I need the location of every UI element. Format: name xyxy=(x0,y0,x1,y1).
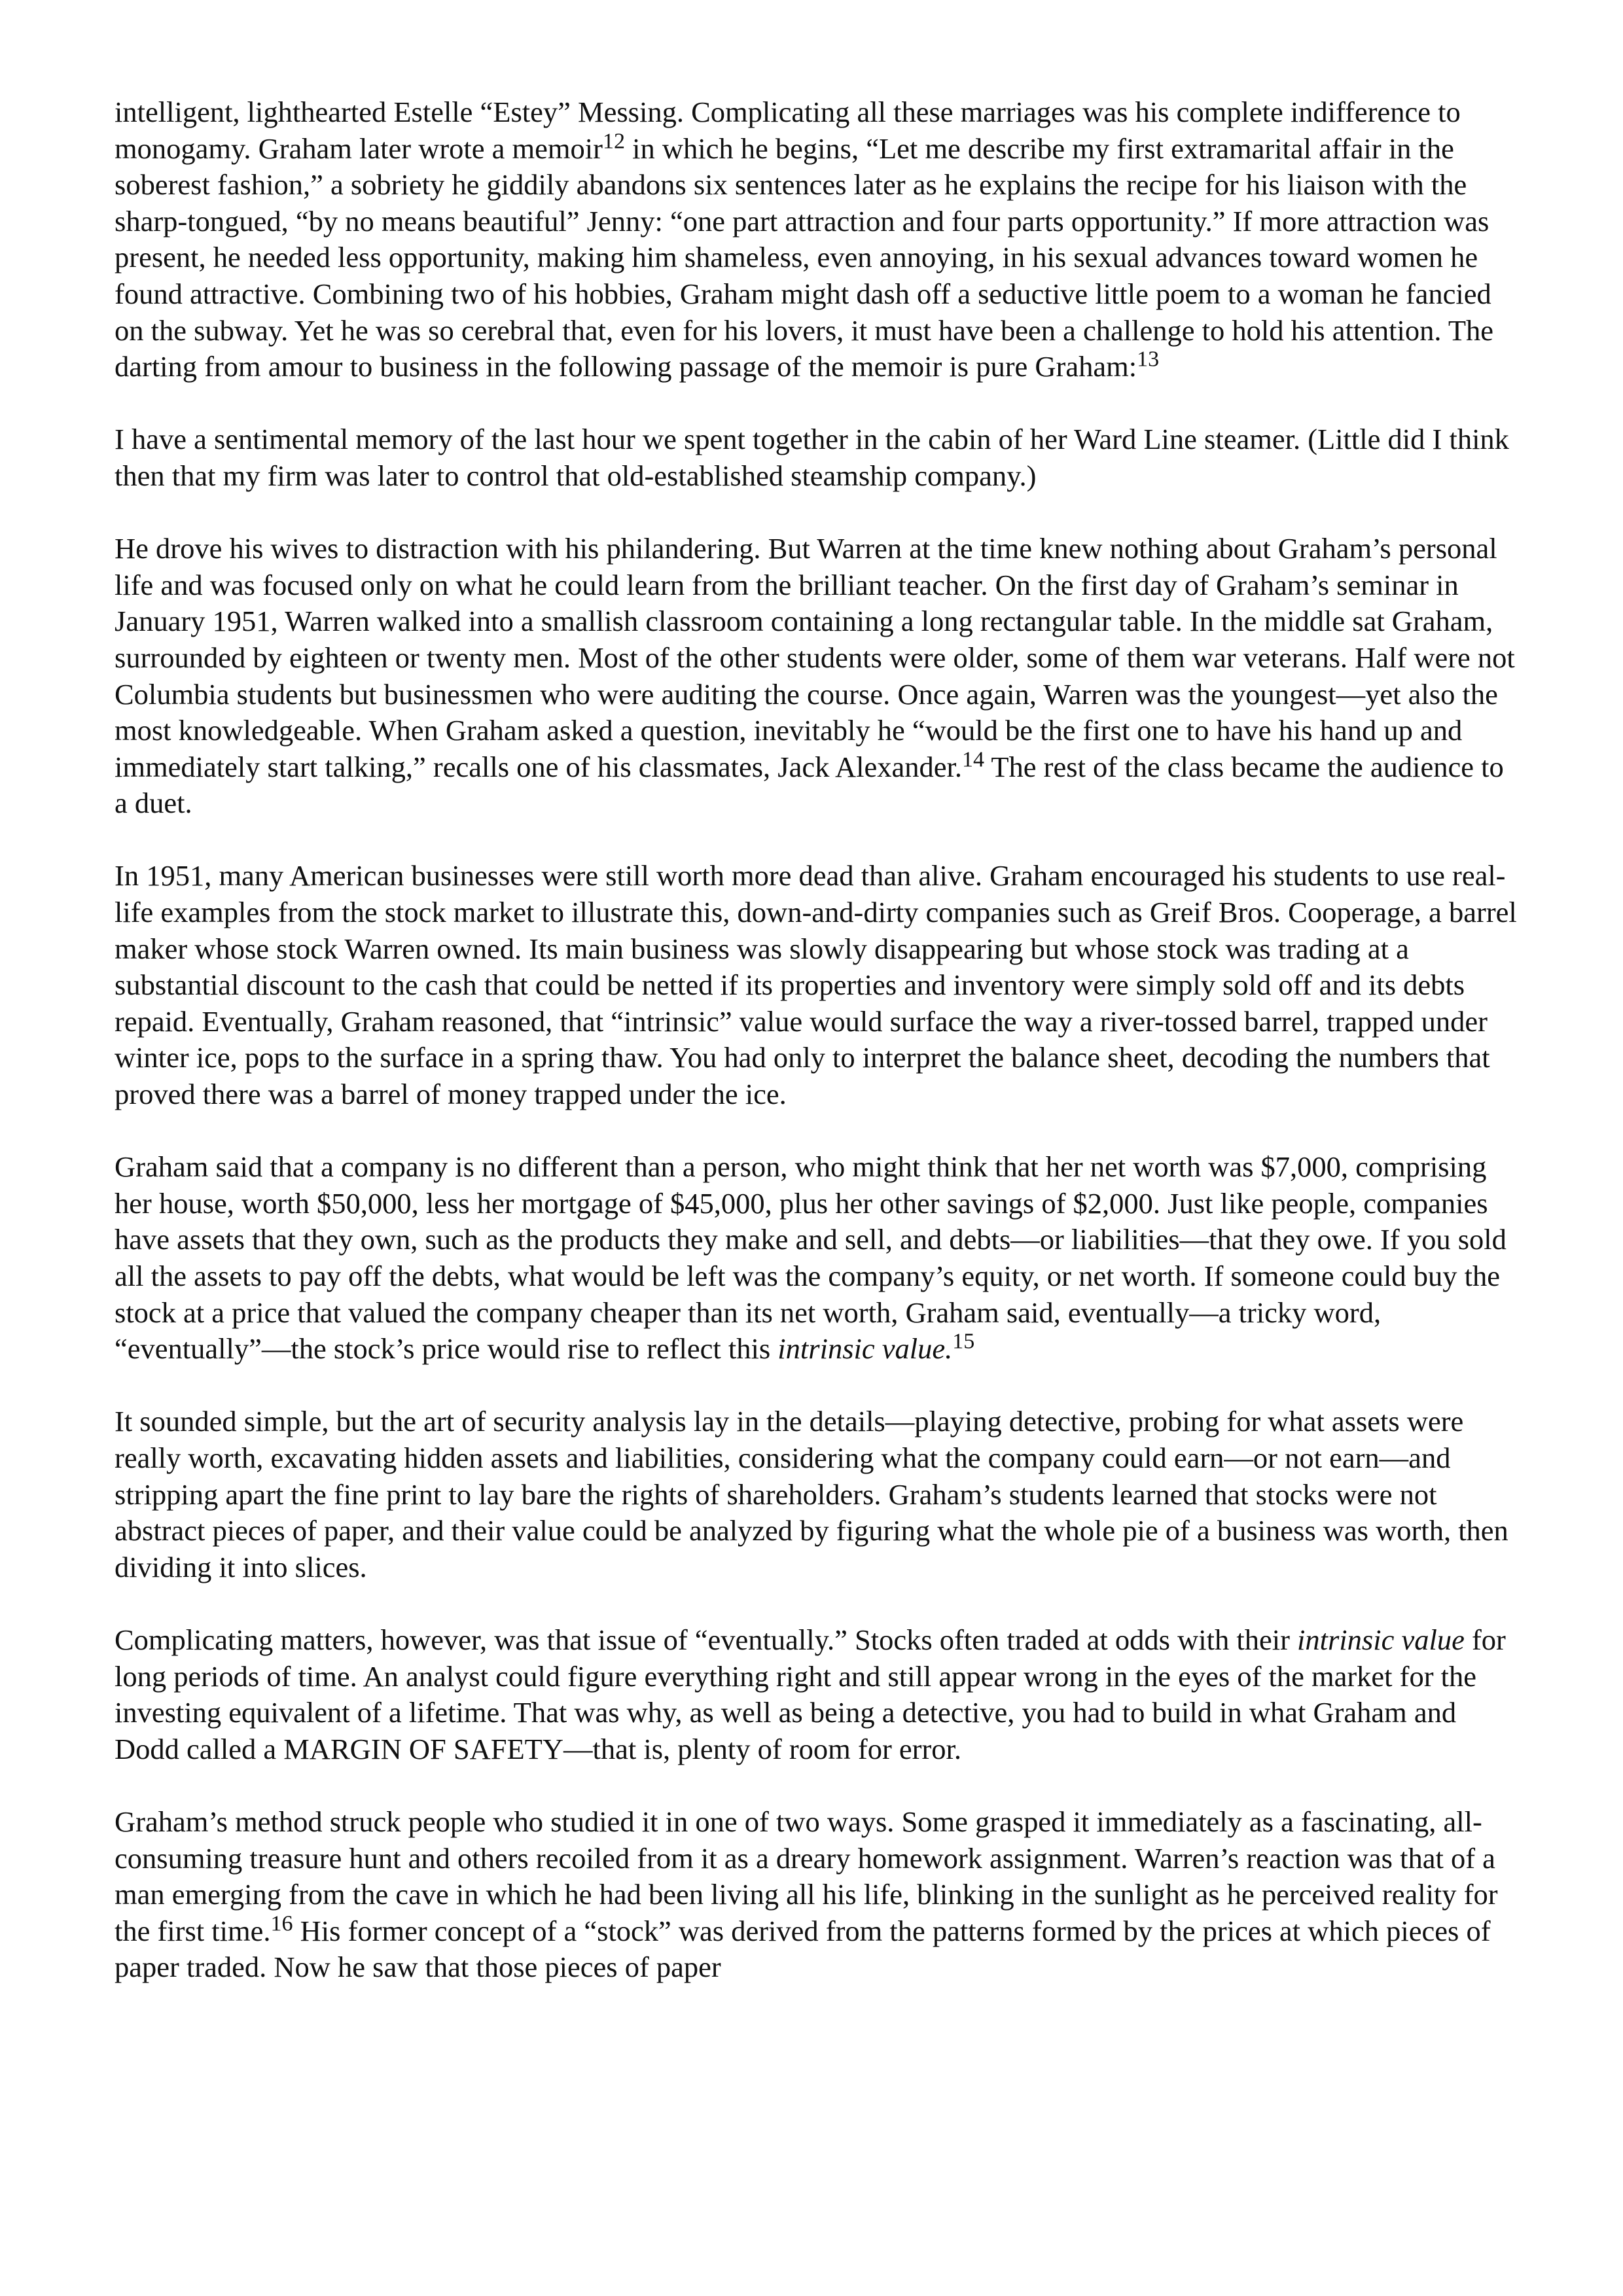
paragraph-5 xyxy=(115,1149,1522,1368)
footnote-ref: 12 xyxy=(602,129,625,154)
paragraph-2-quote xyxy=(115,421,1522,494)
document-page xyxy=(115,94,1522,1986)
italic-run: intrinsic value xyxy=(1297,1623,1465,1656)
text-run: intelligent, lighthearted Estelle “Estey” Messing. Complicating all these marriages was his complete indifference to monogamy. Graham later wrote a memoir xyxy=(115,96,1461,165)
text-run: He drove his wives to distraction with his philandering. But Warren at the time knew nothing about Graham’s personal life and was focused only on what he could learn from the brilliant teacher. On the first day of Graham’s seminar in January 1951, Warren walked into a smallish classroom containing a long rectangular table. In the middle sat Graham, surrounded by eighteen or twenty men. Most of the other students were older, some of them war veterans. Half were not Columbia students but businessmen who were auditing the course. Once again, Warren was the youngest—yet also the most knowledgeable. When Graham asked a question, inevitably he “would be the first one to have his hand up and immediately start talking,” recalls one of his classmates, Jack Alexander. xyxy=(115,532,1515,783)
paragraph-4 xyxy=(115,858,1522,1112)
text-run: Graham’s method struck people who studied it in one of two ways. Some grasped it immediately as a fascinating, all-consuming treasure hunt and others recoiled from it as a dreary homework assignment. Warren’s reaction was that of a man emerging from the cave in which he had been living all his life, blinking in the sunlight as he perceived reality for the first time. xyxy=(115,1805,1498,1947)
footnote-ref: 16 xyxy=(270,1911,293,1936)
text-run: I have a sentimental memory of the last hour we spent together in the cabin of her Ward Line steamer. (Little did I think then that my firm was later to control that old-established steamship company.) xyxy=(115,423,1509,492)
paragraph-7 xyxy=(115,1622,1522,1767)
paragraph-8 xyxy=(115,1804,1522,1986)
text-run: The rest of the class became the audience to a duet. xyxy=(115,750,1504,820)
text-run: In 1951, many American businesses were still worth more dead than alive. Graham encouraged his students to use real-life examples from the stock market to illustrate this, down-and-dirty companies such as Greif Bros. Cooperage, a barrel maker whose stock Warren owned. Its main business was slowly disappearing but whose stock was trading at a substantial discount to the cash that could be netted if its properties and inventory were simply sold off and its debts repaid. Eventually, Graham reasoned, that “intrinsic” value would surface the way a river-tossed barrel, trapped under winter ice, pops to the surface in a spring thaw. You had only to interpret the balance sheet, decoding the numbers that proved there was a barrel of money trapped under the ice. xyxy=(115,859,1517,1111)
italic-run: intrinsic value. xyxy=(777,1332,953,1366)
paragraph-3 xyxy=(115,531,1522,822)
paragraph-6 xyxy=(115,1404,1522,1585)
paragraph-1 xyxy=(115,94,1522,385)
text-run: in which he begins, “Let me describe my first extramarital affair in the soberest fashion,” a sobriety he giddily abandons six sentences later as he explains the recipe for his liaison with the sharp-tongued, “by no means beautiful” Jenny: “one part attraction and four parts opportunity.” If more attraction was present, he needed less opportunity, making him shameless, even annoying, in his sexual advances toward women he found attractive. Combining two of his hobbies, Graham might dash off a seductive little poem to a woman he fancied on the subway. Yet he was so cerebral that, even for his lovers, it must have been a challenge to hold his attention. The darting from amour to business in the following passage of the memoir is pure Graham: xyxy=(115,132,1494,383)
text-run: for long periods of time. An analyst could figure everything right and still appear wrong in the eyes of the market for the investing equivalent of a lifetime. That was why, as well as being a detective, you had to build in what Graham and Dodd called a MARGIN OF SAFETY—that is, plenty of room for error. xyxy=(115,1623,1506,1765)
text-run: Complicating matters, however, was that issue of “eventually.” Stocks often traded at odds with their xyxy=(115,1623,1298,1656)
footnote-ref: 13 xyxy=(1137,347,1160,372)
text-run: His former concept of a “stock” was derived from the patterns formed by the prices at which pieces of paper traded. Now he saw that those pieces of paper xyxy=(115,1914,1491,1984)
footnote-ref: 14 xyxy=(962,747,985,772)
text-run: Graham said that a company is no different than a person, who might think that her net worth was $7,000, comprising her house, worth $50,000, less her mortgage of $45,000, plus her other savings of $2,000. Just like people, companies have assets that they own, such as the products they make and sell, and debts—or liabilities—that they owe. If you sold all the assets to pay off the debts, what would be left was the company’s equity, or net worth. If someone could buy the stock at a price that valued the company cheaper than its net worth, Graham said, eventually—a tricky word, “eventually”—the stock’s price would rise to reflect this xyxy=(115,1150,1507,1366)
footnote-ref: 15 xyxy=(952,1329,975,1354)
text-run: It sounded simple, but the art of security analysis lay in the details—playing detective, probing for what assets were really worth, excavating hidden assets and liabilities, considering what the company could earn—or not earn—and stripping apart the fine print to lay bare the rights of shareholders. Graham’s students learned that stocks were not abstract pieces of paper, and their value could be analyzed by figuring what the whole pie of a business was worth, then dividing it into slices. xyxy=(115,1405,1508,1583)
